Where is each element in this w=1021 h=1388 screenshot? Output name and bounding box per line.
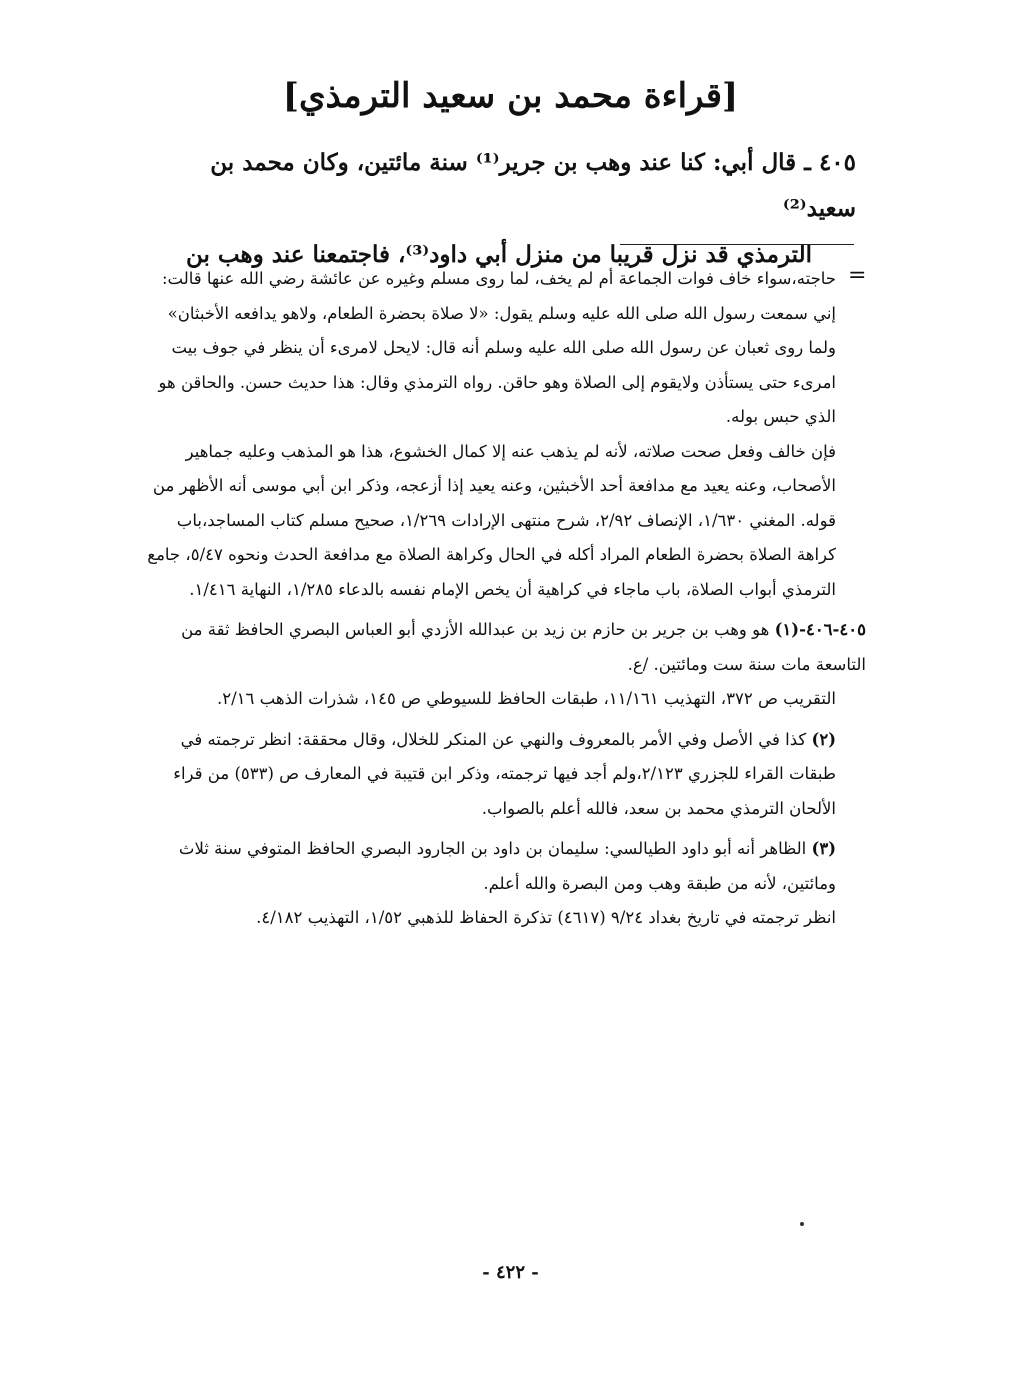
scan-speck [800,1222,804,1226]
footnote-1-text: هو وهب بن جرير بن حازم بن زيد بن عبدالله الأزدي أبو العباس البصري الحافظ ثقة من التاسعة مات سنة ست ومائتين. /ع. [181,620,866,674]
main-text-line-2: الترمذي قد نزل قريبا من منزل أبي داود⁽³⁾، فاجتمعنا عند وهب بن [185,241,812,268]
main-text [160,140,856,278]
section-heading: [قراءة محمد بن سعيد الترمذي] [282,76,739,116]
footnote-continued-paragraph-1: حاجته،سواء خاف فوات الجماعة أم لم يخف، لما روى مسلم وغيره عن عائشة رضي الله عنها قالت: إني سمعت رسول الله صلى الله عليه وسلم يقول: «لا صلاة بحضرة الطعام، ولاهو يدافعه الأخبثان» ولما روى ثعبان عن رسول الله صلى الله عليه وسلم أنه قال: لايحل لامرىء أن ينظر في جوف بيت امرىء حتى يستأذن ولايقوم إلى الصلاة وهو حاقن. رواه الترمذي وقال: هذا حديث حسن. والحاقن هو الذي حبس بوله. [158,269,836,426]
footnote-1 [138,613,866,717]
footnote-2-number: (٢) [811,729,836,749]
footnote-2 [138,723,836,827]
continuation-mark: = [848,263,867,288]
footnote-1-number: ٤٠٥-٤٠٦-(١) [774,620,866,639]
footnote-3-number: (٣) [811,839,836,858]
footnote-3-references: انظر ترجمته في تاريخ بغداد ٩/٢٤ (٤٦١٧) تذكرة الحفاظ للذهبي ١/٥٢، التهذيب ٤/١٨٢. [256,908,836,927]
footnote-3-text: الظاهر أنه أبو داود الطيالسي: سليمان بن داود بن الجارود البصري الحافظ المتوفي سنة ثلاث ومائتين، لأنه من طبقة وهب ومن البصرة والله أعلم. [178,839,836,893]
footnote-separator [620,244,854,245]
footnote-continued-paragraph-2: فإن خالف وفعل صحت صلاته، لأنه لم يذهب عنه إلا كمال الخشوع، هذا هو المذهب وعليه جماهير الأصحاب، وعنه يعيد مع مدافعة أحد الأخبثين، وعنه يعيد إذا أزعجه، وذكر ابن أبي موسى أنه الأظهر من قوله. المغني ١/٦٣٠، الإنصاف ٢/٩٢، شرح منتهى الإرادات ١/٢٦٩، صحيح مسلم كتاب المساجد،باب كراهة الصلاة بحضرة الطعام المراد أكله في الحال وكراهة الصلاة مع مدافعة الحدث ونحوه ٥/٤٧، جامع الترمذي أبواب الصلاة، باب ماجاء في كراهية أن يخص الإمام نفسه بالدعاء ١/٢٨٥، النهاية ١/٤١٦. [147,441,836,599]
footnotes [138,262,866,942]
footnote-2-text: كذا في الأصل وفي الأمر بالمعروف والنهي عن المنكر للخلال، وقال محققة: انظر ترجمته في طبقات القراء للجزري ٢/١٢٣،ولم أجد فيها ترجمته، وذكر ابن قتيبة في المعارف ص (٥٣٣) من قراء الألحان الترمذي محمد بن سعد، فالله أعلم بالصواب. [173,729,836,818]
footnote-1-references: التقريب ص ٣٧٢، التهذيب ١١/١٦١، طبقات الحافظ للسيوطي ص ١٤٥، شذرات الذهب ٢/١٦. [217,689,836,708]
main-text-line-1: ٤٠٥ ـ قال أبي: كنا عند وهب بن جرير⁽¹⁾ سنة مائتين، وكان محمد بن سعيد⁽²⁾ [210,149,856,222]
page-number: - ٤٢٢ - [482,1262,539,1283]
footnote-3 [138,832,836,936]
footnote-continued [138,262,836,607]
